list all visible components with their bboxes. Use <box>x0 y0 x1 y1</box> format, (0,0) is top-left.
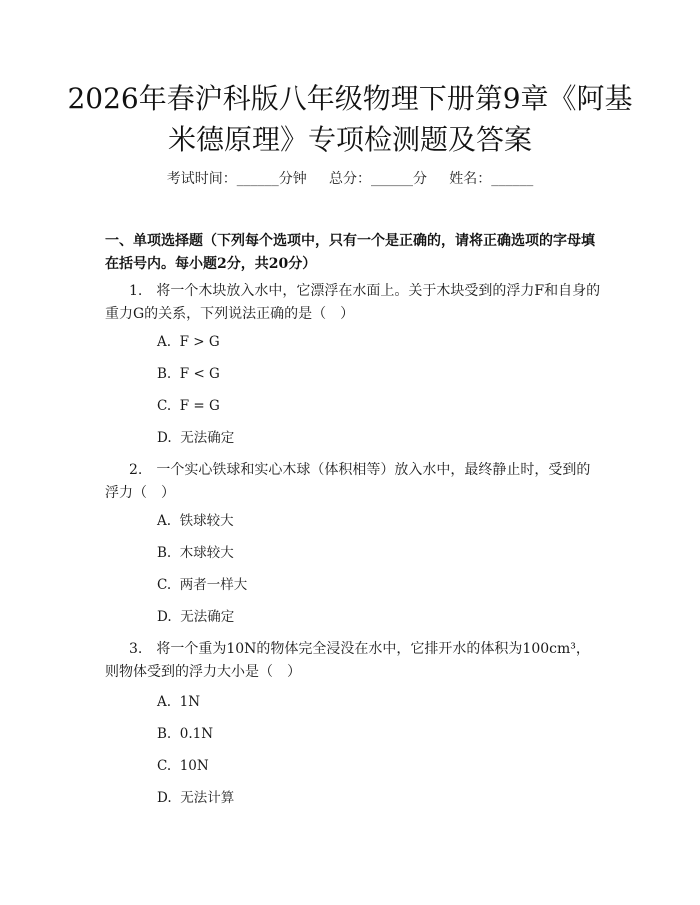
q2-option-b: B. 木球较大 <box>157 545 234 561</box>
q1-option-d: D. 无法确定 <box>157 430 235 446</box>
q3-option-d: D. 无法计算 <box>157 790 235 806</box>
q1-option-c: C. F = G <box>157 398 220 414</box>
exam-info-line: 考试时间：______分钟 总分：______分 姓名：______ <box>166 171 534 187</box>
q1-option-b: B. F < G <box>157 366 220 382</box>
q1-option-a: A. F > G <box>157 334 220 350</box>
q2-option-d: D. 无法确定 <box>157 609 235 625</box>
q3-option-a: A. 1N <box>157 694 201 710</box>
question-1: 1. 将一个木块放入水中，它漂浮在水面上。关于木块受到的浮力F和自身的重力G的关系，下列说法正确的是（ ） <box>105 283 601 322</box>
question-2: 2. 一个实心铁球和实心木球（体积相等）放入水中，最终静止时，受到的浮力（ ） <box>105 462 591 501</box>
q3-option-b: B. 0.1N <box>157 726 214 742</box>
document-title: 2026年春沪科版八年级物理下册第9章《阿基米德原理》专项检测题及答案 <box>67 82 633 156</box>
q2-option-a: A. 铁球较大 <box>157 513 234 529</box>
question-3: 3. 将一个重为10N的物体完全浸没在水中，它排开水的体积为100cm³，则物体受到的浮力大小是（ ） <box>105 641 590 680</box>
q3-option-c: C. 10N <box>157 758 209 774</box>
q2-option-c: C. 两者一样大 <box>157 577 248 593</box>
section-heading: 一、单项选择题（下列每个选项中，只有一个是正确的，请将正确选项的字母填在括号内。每小题2分，共20分） <box>105 233 595 272</box>
